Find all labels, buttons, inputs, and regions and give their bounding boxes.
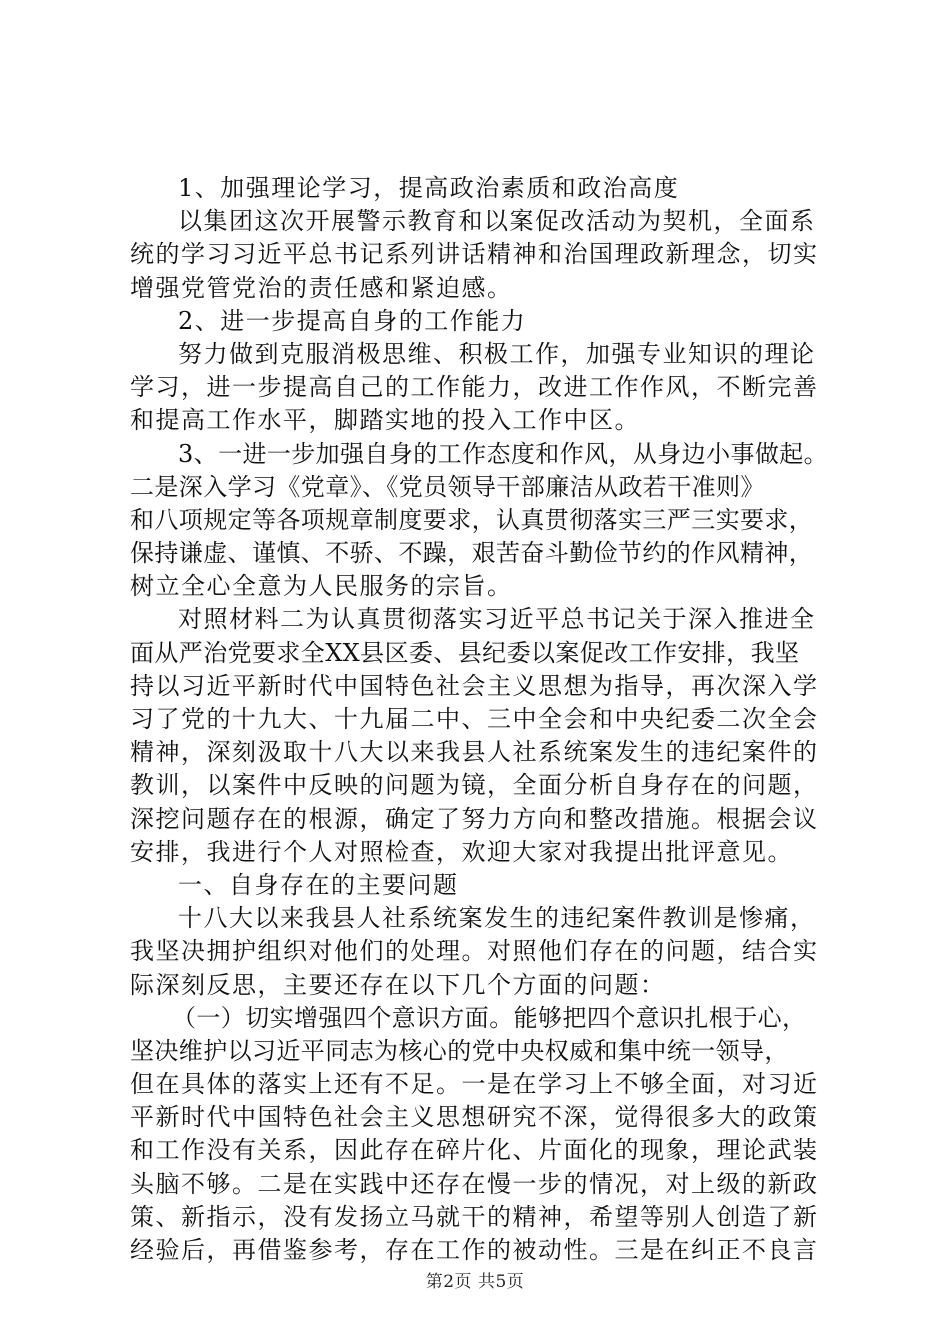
section-heading: 1、加强理论学习，提高政治素质和政治高度 [178, 174, 680, 202]
section-heading: 2、进一步提高自身的工作能力 [178, 306, 527, 335]
paragraph-line: 学习，进一步提高自己的工作能力，改进工作作风，不断完善 [130, 373, 819, 402]
paragraph-line: 努力做到克服消极思维、积极工作，加强专业知识的理论 [178, 339, 816, 368]
document-body [130, 172, 842, 1267]
paragraph-line: 深挖问题存在的根源，确定了努力方向和整改措施。根据会议 [130, 804, 819, 833]
paragraph-line: 对照材料二为认真贯彻落实习近平总书记关于深入推进全 [178, 605, 816, 634]
paragraph-line: 和提高工作水平，脚踏实地的投入工作中区。 [130, 406, 640, 435]
paragraph-line: 持以习近平新时代中国特色社会主义思想为指导，再次深入学 [130, 671, 819, 700]
paragraph-line: 树立全心全意为人民服务的宗旨。 [130, 572, 513, 601]
paragraph-line: 经验后，再借鉴参考，存在工作的被动性。三是在纠正不良言 [130, 1236, 819, 1264]
paragraph-line: 和八项规定等各项规章制度要求，认真贯彻落实三严三实要求， [130, 505, 814, 534]
paragraph-line: 教训，以案件中反映的问题为镜，全面分析自身存在的问题， [130, 771, 819, 800]
paragraph-line: 习了党的十九大、十九届二中、三中全会和中央纪委二次全会 [130, 705, 819, 733]
paragraph-line: 我坚决拥护组织对他们的处理。对照他们存在的问题，结合实 [130, 937, 819, 966]
paragraph-line: 策、新指示，没有发扬立马就干的精神，希望等别人创造了新 [130, 1202, 819, 1231]
page-number-footer: 第2页 共5页 [425, 1272, 525, 1292]
paragraph-line: 二是深入学习《党章》、《党员领导干部廉洁从政若干准则》 [130, 472, 765, 501]
paragraph-line: 增强党管党治的责任感和紧迫感。 [130, 273, 513, 302]
paragraph-line: 保持谦虚、谨慎、不骄、不躁，艰苦奋斗勤俭节约的作风精神， [130, 539, 814, 568]
paragraph-line: 头脑不够。二是在实践中还存在慢一步的情况，对上级的新政 [130, 1169, 819, 1198]
paragraph-line: 际深刻反思，主要还存在以下几个方面的问题： [130, 970, 666, 999]
paragraph-line: 安排，我进行个人对照检查，欢迎大家对我提出批评意见。 [130, 837, 793, 866]
paragraph-line: 十八大以来我县人社系统案发生的违纪案件教训是惨痛， [178, 904, 816, 933]
paragraph-line: 坚决维护以习近平同志为核心的党中央权威和集中统一领导， [130, 1036, 789, 1065]
paragraph-line: 精神，深刻汲取十八大以来我县人社系统案发生的违纪案件的 [130, 738, 819, 767]
paragraph-line: 面从严治党要求全XX县区委、县纪委以案促改工作安排，我坚 [130, 638, 800, 667]
paragraph-line: 统的学习习近平总书记系列讲话精神和治国理政新理念，切实 [130, 240, 819, 269]
paragraph-line: 和工作没有关系，因此存在碎片化、片面化的现象，理论武装 [130, 1136, 819, 1165]
section-heading: 一、自身存在的主要问题 [178, 870, 459, 899]
paragraph-line: 平新时代中国特色社会主义思想研究不深，觉得很多大的政策 [130, 1103, 819, 1132]
paragraph-line: 3、一进一步加强自身的工作态度和作风，从身边小事做起。 [178, 439, 829, 468]
paragraph-line: （一）切实增强四个意识方面。能够把四个意识扎根于心， [172, 1003, 807, 1032]
paragraph-line: 但在具体的落实上还有不足。一是在学习上不够全面，对习近 [130, 1070, 819, 1099]
paragraph-line: 以集团这次开展警示教育和以案促改活动为契机，全面系 [178, 207, 816, 236]
